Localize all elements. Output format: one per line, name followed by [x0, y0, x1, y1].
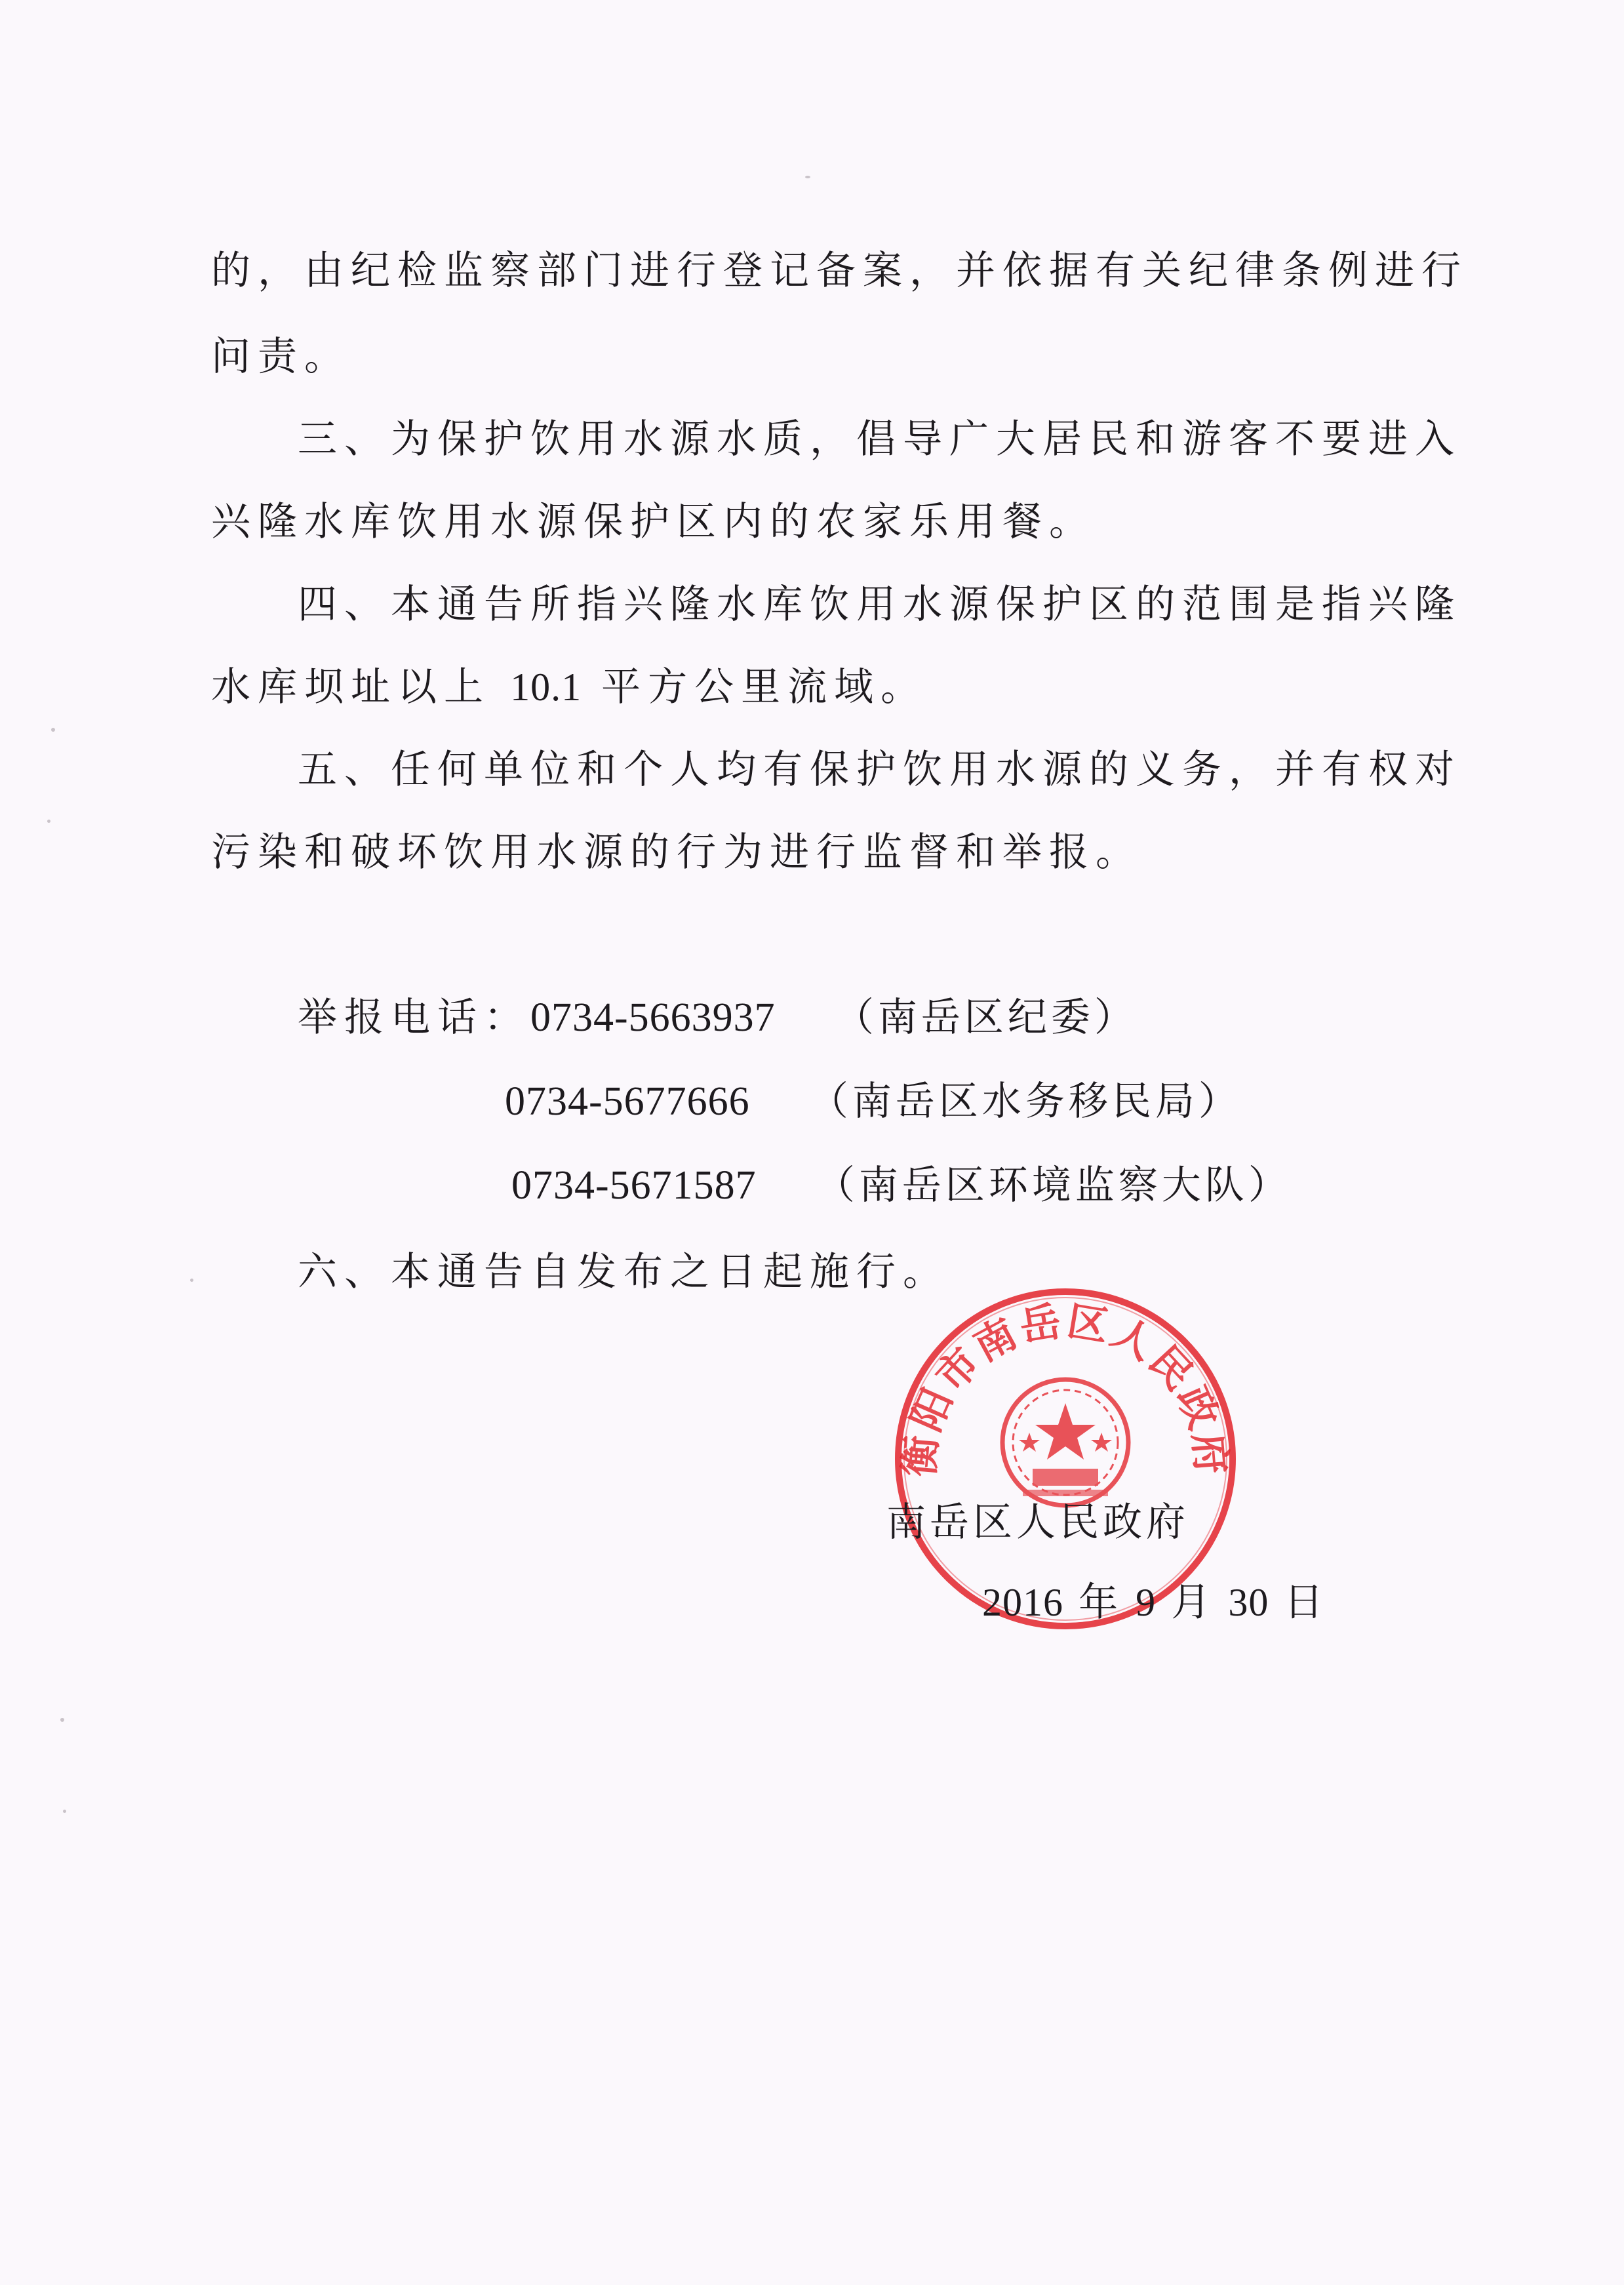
- issue-date-day: 30: [1228, 1581, 1269, 1624]
- scan-speck: [47, 820, 50, 823]
- issuer-name: 南岳区人民政府: [886, 1500, 1189, 1545]
- hotline-number-3: 0734-5671587: [511, 1163, 757, 1208]
- seal-text: 衡阳市南岳区人民政府: [895, 1296, 1236, 1479]
- hotline-number-1: 0734-5663937: [530, 995, 776, 1040]
- paragraph-discipline-line-1: 的，由纪检监察部门进行登记备案，并依据有关纪律条例进行: [211, 248, 1468, 294]
- scan-speck: [51, 728, 55, 732]
- issue-date-year: 2016: [982, 1581, 1063, 1624]
- item-4-line-2: [211, 661, 927, 713]
- issue-date-month: 9: [1136, 1581, 1157, 1624]
- issue-date-year-unit: 年: [1079, 1580, 1121, 1625]
- hotline-number-2: 0734-5677666: [505, 1079, 750, 1124]
- item-3-line-2: 兴隆水库饮用水源保护区内的农家乐用餐。: [211, 499, 1096, 545]
- item-4-area-value: 10.1: [510, 666, 582, 709]
- hotline-row-3: [511, 1159, 1292, 1212]
- item-3-line-1: 三、为保护饮用水源水质，倡导广大居民和游客不要进入: [298, 416, 1461, 462]
- item-4-text-a: 水库坝址以上: [211, 664, 490, 710]
- item-4-line-1: 四、本通告所指兴隆水库饮用水源保护区的范围是指兴隆: [298, 582, 1461, 627]
- hotline-label: 举报电话：: [298, 995, 530, 1041]
- issue-date-month-unit: 月: [1171, 1580, 1214, 1625]
- item-4-text-b: 平方公里流域。: [601, 664, 928, 710]
- issue-date: [982, 1576, 1326, 1629]
- item-6: 六、本通告自发布之日起施行。: [298, 1249, 949, 1295]
- item-5-line-2: 污染和破坏饮用水源的行为进行监督和举报。: [211, 829, 1142, 875]
- paragraph-discipline-line-2: 问责。: [211, 334, 351, 380]
- issue-date-day-unit: 日: [1284, 1580, 1326, 1625]
- scan-speck: [60, 1718, 64, 1722]
- hotline-org-2: （南岳区水务移民局）: [808, 1079, 1242, 1124]
- scan-speck: [190, 1279, 193, 1282]
- hotline-row-2: [505, 1075, 1242, 1128]
- item-5-line-1: 五、任何单位和个人均有保护饮用水源的义务，并有权对: [298, 747, 1461, 793]
- hotline-org-1: （南岳区纪委）: [834, 995, 1138, 1041]
- national-emblem-icon: [1002, 1380, 1128, 1505]
- scan-speck: [63, 1810, 66, 1813]
- hotline-org-3: （南岳区环境监察大队）: [815, 1162, 1292, 1208]
- scan-speck: [805, 176, 810, 178]
- hotline-row-1: [298, 991, 1138, 1044]
